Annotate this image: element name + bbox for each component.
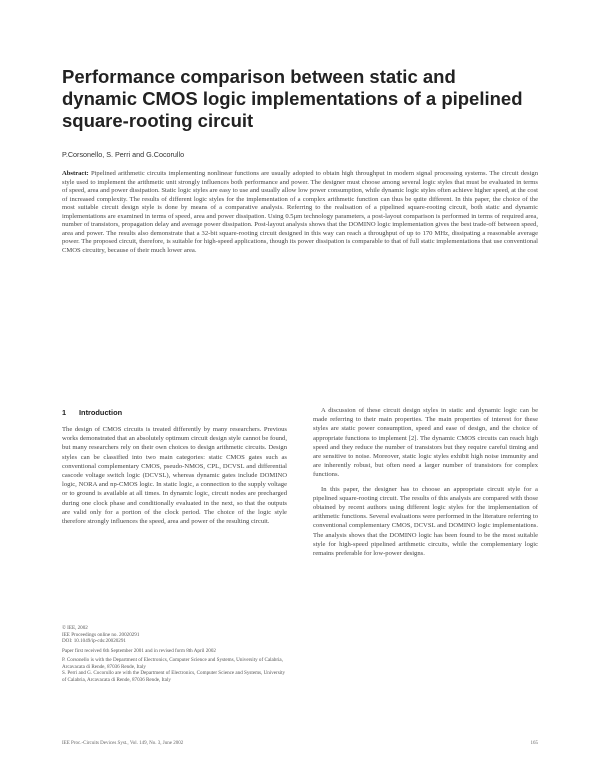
section-number: 1 [62,408,67,417]
abstract-label: Abstract: [62,170,89,177]
abstract-text: Pipelined arithmetic circuits implementing nonlinear functions are usually adopted to obtain high throughput in modern signal processing systems. The circuit design style used to implement the arithmetic unit strongly influences both performance and power. The designer must choose among several logic styles that must be evaluated in terms of speed, area and power dissipation. Static logic styles are easy to use and usually allow low power consumption, while dynamic logic styles often achieve higher speed, at the cost of increased complexity. The results of different logic styles for the implementation of a complex arithmetic function can thus be quite different. In this paper, the choice of the most suitable circuit design style is done by means of a comparative analysis. Referring to the realisation of a pipelined square-rooting circuit, both static and dynamic implementations are examined in terms of speed, area and power dissipation. Using 0.5μm technology parameters, a post-layout comparison is performed in terms of required area, number of transistors, propagation delay and average power dissipation. Post-layout analysis shows that the DOMINO logic implementation gives the best trade-off between speed, area and power. The results also demonstrate that a 32-bit square-rooting circuit designed in this way can reach a throughput of up to 170 MHz, dissipating a reasonable average power. The proposed circuit, therefore, is suitable for high-speed applications, though its power dissipation is comparable to that of full static implementations that use conventional CMOS circuitry, because of their much lower area. [62,170,539,254]
paper-title: Performance comparison between static and dynamic CMOS logic implementations of a pipelined square-rooting circuit [62,66,523,131]
author-list: P.Corsonello, S. Perri and G.Cocorullo [62,150,185,159]
abstract [62,170,538,255]
section-heading [62,408,287,417]
right-column [313,406,538,563]
left-column [62,408,287,531]
body-paragraph: In this paper, the designer has to choose an appropriate circuit style for a pipelined square-rooting circuit. The results of this analysis are compared with those obtained by recent authors using different logic styles for the implementation of arithmetic functions. Several evaluations were performed in the literature referring to conventional complementary CMOS, DCVSL and DOMINO logic implementations. The analysis shows that the DOMINO logic has been found to be the most suitable style for high-speed pipelined arithmetic circuits, while the complementary logic remains preferable for low-power designs. [313,485,538,558]
body-paragraph: A discussion of these circuit design styles in static and dynamic logic can be made referring to their main properties. The main properties of interest for these styles are static power consumption, speed and ease of design, and the choice of appropriate functions to implement [2]. The dynamic CMOS circuits can reach high speed and they reduce the number of transistors but they require careful timing and are sensitive to noise. Moreover, static logic styles exhibit high noise immunity and are inherently robust, but often need a larger number of transistors for complex functions. [313,407,538,479]
page-footer [62,741,538,749]
note-line: DOI: 10.1049/ip-cds:20020291 [62,638,126,644]
note-line: P. Corsonello is with the Department of Electronics, Computer Science and Systems, University of Calabria, Arcavacata di Rende, 87036 Rende, Italy [62,657,283,670]
note-line: Paper first received 6th September 2001 and in revised form 8th April 2002 [62,647,216,654]
footer-citation: IEE Proc.-Circuits Devices Syst., Vol. 149, No. 3, June 2002 [62,741,184,746]
publication-notes [62,625,287,683]
page-number: 165 [530,741,538,746]
note-line: S. Perri and G. Cocorullo are with the Department of Electronics, Computer Science and Systems, University of Calabria, Arcavacata di Rende, 87036 Rende, Italy [62,670,286,683]
section-title: Introduction [79,408,123,417]
body-paragraph: The design of CMOS circuits is treated differently by many researchers. Previous works demonstrated that an absolutely optimum circuit design style cannot be found, but many researchers rely on their own choices to design arithmetic circuits. Design styles can be classified into two main categories: static CMOS gates such as conventional complementary CMOS, pseudo-NMOS, CPL, DCVSL and differential cascode voltage switch logic (DCVSL), whereas dynamic gates include DOMINO logic, NORA and np-CMOS logic. In static logic, a connection to the supply voltage or to ground is available at all times. In dynamic logic, circuit nodes are precharged during one clock phase and conditionally evaluated in the next, so that the outputs are valid only for a portion of the clock period. The choice of the logic style therefore strongly influences the speed, area and power of the resulting circuit. [62,426,287,526]
note-line: IEE Proceedings online no. 20020291 [62,631,140,638]
note-line: © IEE, 2002 [62,625,88,631]
